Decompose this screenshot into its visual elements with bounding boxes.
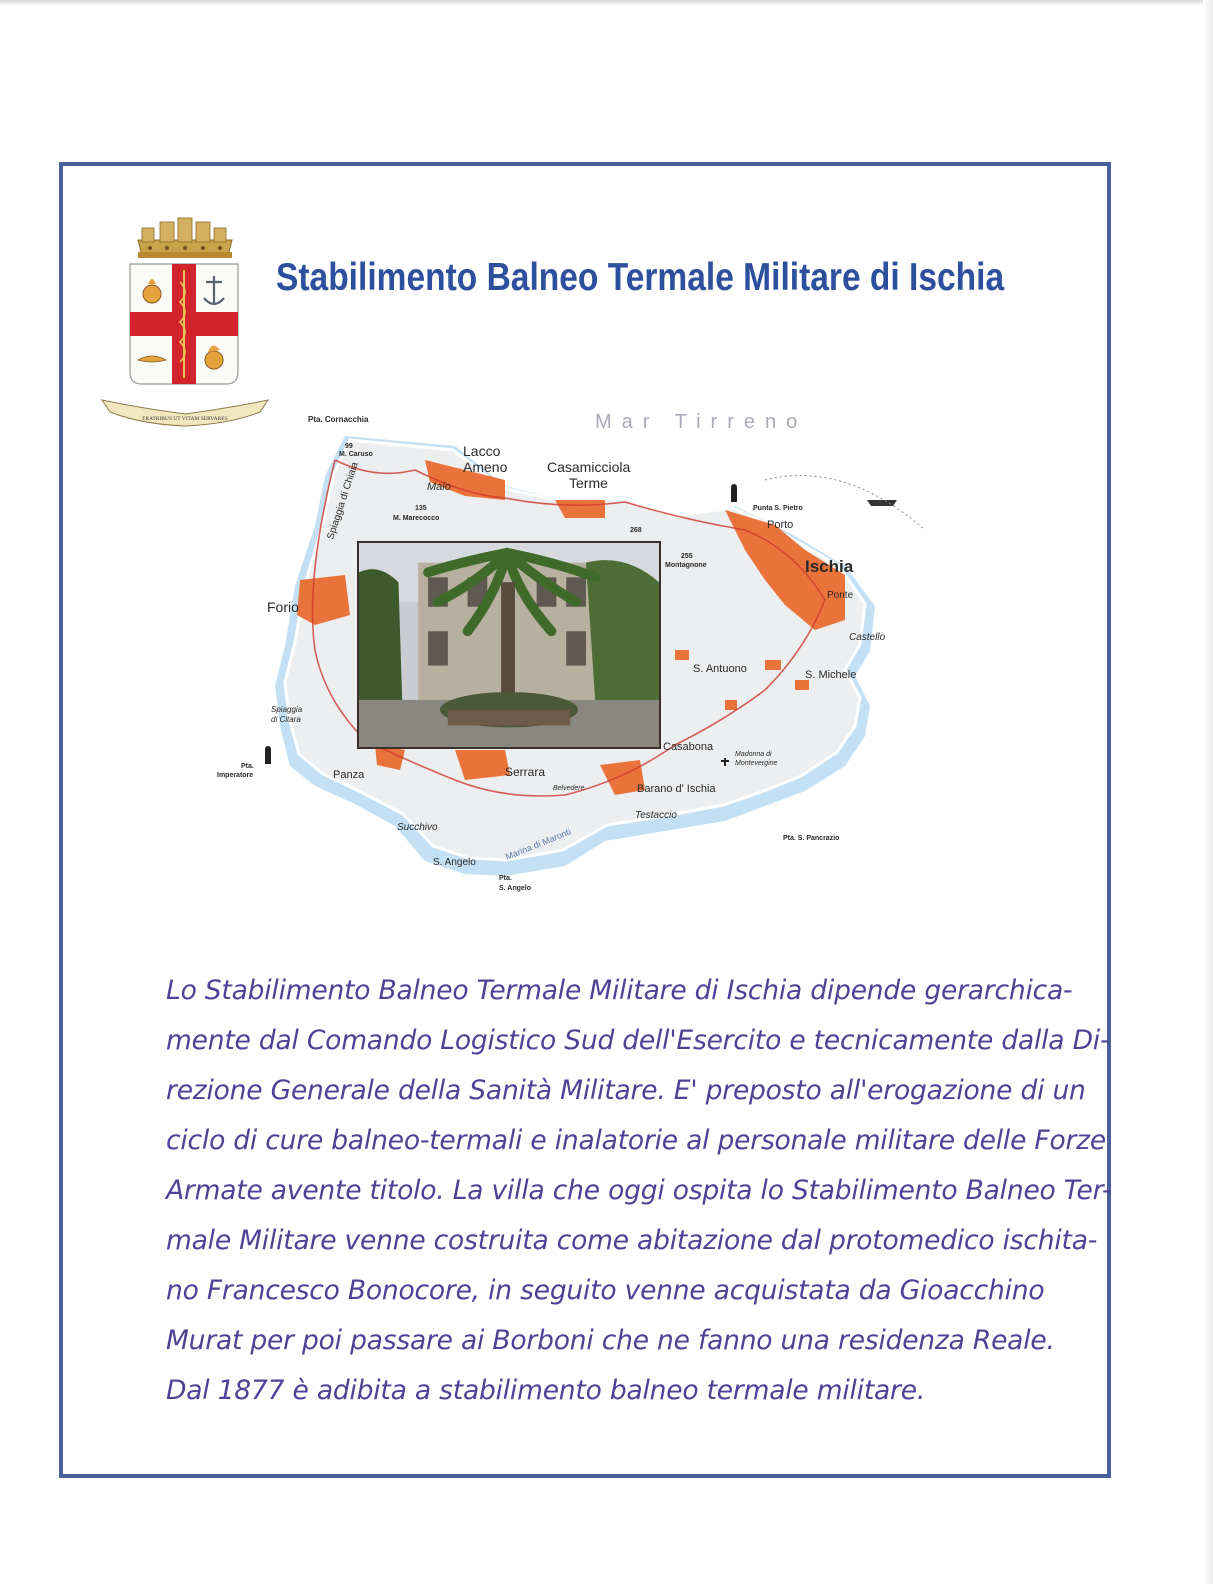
label-s-angelo: S. Angelo [433,857,476,868]
label-maio: Maio [427,481,451,493]
label-spiaggia-citara-1: Spiaggia [271,705,303,714]
label-pta-s-angelo-1: Pta. [499,875,512,882]
label-pta-cornacchia: Pta. Cornacchia [308,415,369,424]
label-s-michele: S. Michele [805,669,857,681]
label-succhivo: Succhivo [397,822,438,833]
description-text [166,966,1112,1416]
label-montagnone-alt: 255 [681,553,693,560]
crest-shield [130,264,238,384]
label-pta-s-pancrazio: Pta. S. Pancrazio [783,835,840,842]
label-casamicciola: Casamicciola [547,459,631,475]
label-madonna-2: Montevergine [735,760,778,767]
label-pta-s-angelo-2: S. Angelo [499,885,532,892]
label-serrara: Serrara [505,765,546,779]
label-pta-imperatore-2: Imperatore [217,772,254,779]
label-m-marecocco-alt: 135 [415,505,427,512]
description-line: ciclo di cure balneo-termali e inalatorie al personale militare delle Forze [166,1125,1106,1156]
label-m-caruso-alt: 99 [345,443,353,450]
label-m-marecocco: M. Marecocco [393,515,440,522]
description-line: mente dal Comando Logistico Sud dell'Esercito e tecnicamente dalla Di- [166,1025,1110,1056]
label-castello: Castello [849,632,886,643]
label-terme: Terme [569,475,608,491]
label-spiaggia-citara-2: di Citara [271,715,301,724]
label-spiaggia-chiaia: Spiaggia di Chiaia [325,460,361,541]
label-panza: Panza [333,769,365,781]
page-top-shadow [0,0,1213,6]
lighthouse-icon [731,484,737,502]
label-alt-268: 268 [630,527,642,534]
label-montagnone: Montagnone [665,562,707,569]
label-testaccio: Testaccio [635,810,677,821]
page-title: Stabilimento Balneo Termale Militare di Ischia [276,256,1005,299]
lighthouse-icon [265,746,271,764]
description-line: male Militare venne costruita come abitazione dal protomedico ischita- [166,1225,1098,1256]
label-s-antuono: S. Antuono [693,663,747,675]
label-madonna-1: Madonna di [735,751,772,758]
villa-photo [357,541,661,749]
label-m-caruso: M. Caruso [339,451,373,458]
sea-label: Mar Tirreno [595,411,808,433]
description-line: Dal 1877 è adibita a stabilimento balneo termale militare. [166,1375,926,1406]
label-lacco: Lacco [463,443,501,459]
label-ischia: Ischia [805,557,854,576]
label-pta-imperatore-1: Pta. [241,763,254,770]
label-porto: Porto [767,519,794,531]
crest-motto: FRATRIBUS UT VITAM SERVARES [142,416,228,422]
description-line: no Francesco Bonocore, in seguito venne acquistata da Gioacchino [166,1275,1045,1306]
label-forio: Forio [267,599,299,615]
label-casabona: Casabona [663,741,714,753]
description-line: Armate avente titolo. La villa che oggi ospita lo Stabilimento Balneo Ter- [166,1175,1112,1206]
description-line: Lo Stabilimento Balneo Termale Militare di Ischia dipende gerarchica- [166,975,1073,1006]
label-belvedere: Belvedere [553,785,585,792]
ship-icon [867,500,897,506]
label-ponte: Ponte [827,590,854,601]
label-barano: Barano d' Ischia [637,783,716,795]
label-punta-s-pietro: Punta S. Pietro [753,505,803,512]
crest-crown [138,218,232,258]
label-marina-maronti: Marina di Maronti [504,826,573,862]
label-ameno: Ameno [463,459,508,475]
description-line: Murat per poi passare ai Borboni che ne fanno una residenza Reale. [166,1325,1055,1356]
description-line: rezione Generale della Sanità Militare. E' preposto all'erogazione di un [166,1075,1086,1106]
page-edge-shadow [1203,0,1213,1584]
